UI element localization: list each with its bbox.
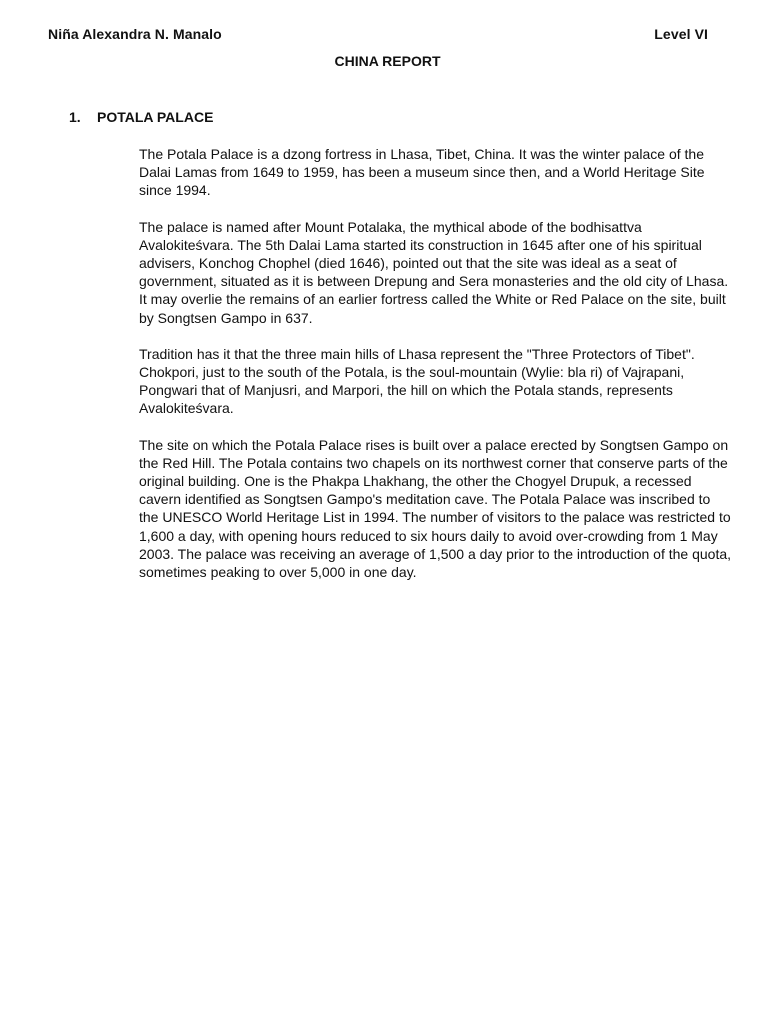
author-name: Niña Alexandra N. Manalo [48,26,222,42]
paragraph-1: The Potala Palace is a dzong fortress in Lhasa, Tibet, China. It was the winter palace of the Dalai Lamas from 1649 to 1959, has been a museum since then, and a World Heritage Site since 1994. [139,146,705,199]
paragraph-3: Tradition has it that the three main hills of Lhasa represent the "Three Protectors of Tibet". Chokpori, just to the south of the Potala, is the soul-mountain (Wylie: bla ri) of Vajrapani, Pongwari that of Manjusri, and Marpori, the hill on which the Potala stands, represents Avalokiteśvara. [139,345,695,417]
section-heading [69,109,213,125]
report-title: CHINA REPORT [334,53,441,69]
paragraph-2: The palace is named after Mount Potalaka, the mythical abode of the bodhisattva Avalokiteśvara. The 5th Dalai Lama started its construction in 1645 after one of his spiritual advisers, Konchog Chophel (died 1646), pointed out that the site was ideal as a seat of government, situated as it is between Drepung and Sera monasteries and the old city of Lhasa. It may overlie the remains of an earlier fortress called the White or Red Palace on the site, built by Songtsen Gampo in 637. [139,218,729,326]
section-number: 1. [69,109,81,125]
section-body [139,145,733,599]
level-label: Level VI [654,26,708,42]
section-title: POTALA PALACE [97,109,214,125]
document-header [48,26,708,44]
paragraph-4: The site on which the Potala Palace rises is built over a palace erected by Songtsen Gampo on the Red Hill. The Potala contains two chapels on its northwest corner that conserve parts of the original building. One is the Phakpa Lhakhang, the other the Chogyel Drupuk, a recessed cavern identified as Songtsen Gampo's meditation cave. The Potala Palace was inscribed to the UNESCO World Heritage List in 1994. The number of visitors to the palace was restricted to 1,600 a day, with opening hours reduced to six hours daily to avoid over-crowding from 1 May 2003. The palace was receiving an average of 1,500 a day prior to the introduction of the quota, sometimes peaking to over 5,000 in one day. [139,436,732,581]
